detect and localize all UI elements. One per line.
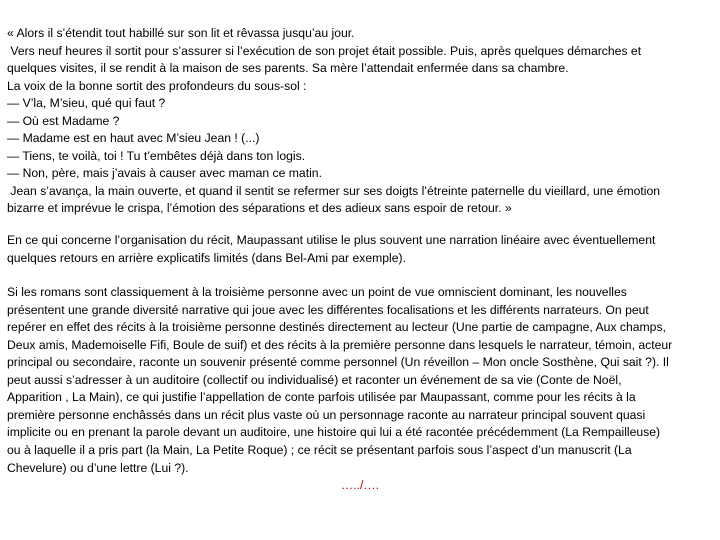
paragraph-line: Si les romans sont classiquement à la troisième personne avec un point de vue omniscient dominant, les nouvelles	[7, 285, 627, 300]
paragraph-spacer	[7, 218, 713, 232]
paragraph-line: présentent une grande diversité narrative qui joue avec les différentes focalisations et les différents narrateurs. On peut	[7, 302, 649, 317]
paragraph-line: Chevelure) ou d’une lettre (Lui ?).	[7, 460, 189, 475]
paragraph-line: peut aussi s’adresser à un auditoire (collectif ou individualisé) et raconter un événement de sa vie (Conte de Noël,	[7, 372, 622, 387]
document-body	[7, 25, 713, 495]
quote-line: quelques visites, il se rendit à la maison de ses parents. Sa mère l’attendait enfermée dans sa chambre.	[7, 61, 569, 76]
paragraph-line: quelques retours en arrière explicatifs limités (dans Bel-Ami par exemple).	[7, 250, 406, 265]
paragraph-line: ou à laquelle il a pris part (la Main, La Petite Roque) ; ce récit se présentant parfois sous l’aspect d’un manuscrit (La	[7, 443, 632, 458]
paragraph-line: En ce qui concerne l’organisation du récit, Maupassant utilise le plus souvent une narration linéaire avec éventuellement	[7, 233, 656, 248]
quote-line: — V’la, M’sieu, qué qui faut ?	[7, 96, 166, 111]
paragraph-narration	[7, 232, 713, 267]
continuation-marker: …../….	[341, 478, 379, 493]
quote-line: — Non, père, mais j’avais à causer avec maman ce matin.	[7, 166, 322, 181]
paragraph-spacer	[7, 267, 713, 284]
quote-line: La voix de la bonne sortit des profondeurs du sous-sol :	[7, 78, 307, 93]
quote-line: bizarre et imprévue le crispa, l’émotion des séparations et des adieux sans espoir de retour. »	[7, 201, 512, 216]
paragraph-line: première personne enchâssés dans un récit plus vaste où un personnage raconte au narrateur principal souvent quasi	[7, 407, 646, 422]
quote-line: Vers neuf heures il sortit pour s’assurer si l’exécution de son projet était possible. Puis, après quelques démarches et	[7, 43, 642, 58]
paragraph-line: Apparition , La Main), ce qui justifie l’appellation de conte parfois utilisée par Maupassant, comme pour les récits à la	[7, 390, 636, 405]
quote-line: — Madame est en haut avec M’sieu Jean ! (...)	[7, 131, 260, 146]
quote-line: — Tiens, te voilà, toi ! Tu t’embêtes déjà dans ton logis.	[7, 148, 306, 163]
quote-line: « Alors il s’étendit tout habillé sur son lit et rêvassa jusqu’au jour.	[7, 26, 355, 40]
paragraph-line: Deux amis, Mademoiselle Fifi, Boule de suif) et des récits à la première personne dans lesquels le narrateur, témoin, acteur	[7, 337, 673, 352]
paragraph-line: principal ou secondaire, raconte un souvenir présenté comme personnel (Un réveillon – Mon oncle Sosthène, Qui sait ?). Il	[7, 355, 669, 370]
paragraph-narrators	[7, 284, 713, 477]
paragraph-line: repérer en effet des récits à la troisième personne destinés directement au lecteur (Une partie de campagne, Aux champs,	[7, 320, 666, 335]
quote-line: — Où est Madame ?	[7, 113, 120, 128]
paragraph-line: implicite ou en prenant la parole devant un auditoire, une histoire qui lui a été racontée précédemment (La Rempailleuse)	[7, 425, 661, 440]
quote-block	[7, 25, 713, 218]
quote-line: Jean s’avança, la main ouverte, et quand il sentit se refermer sur ses doigts l’étreinte paternelle du vieillard, une émotion	[7, 183, 661, 198]
